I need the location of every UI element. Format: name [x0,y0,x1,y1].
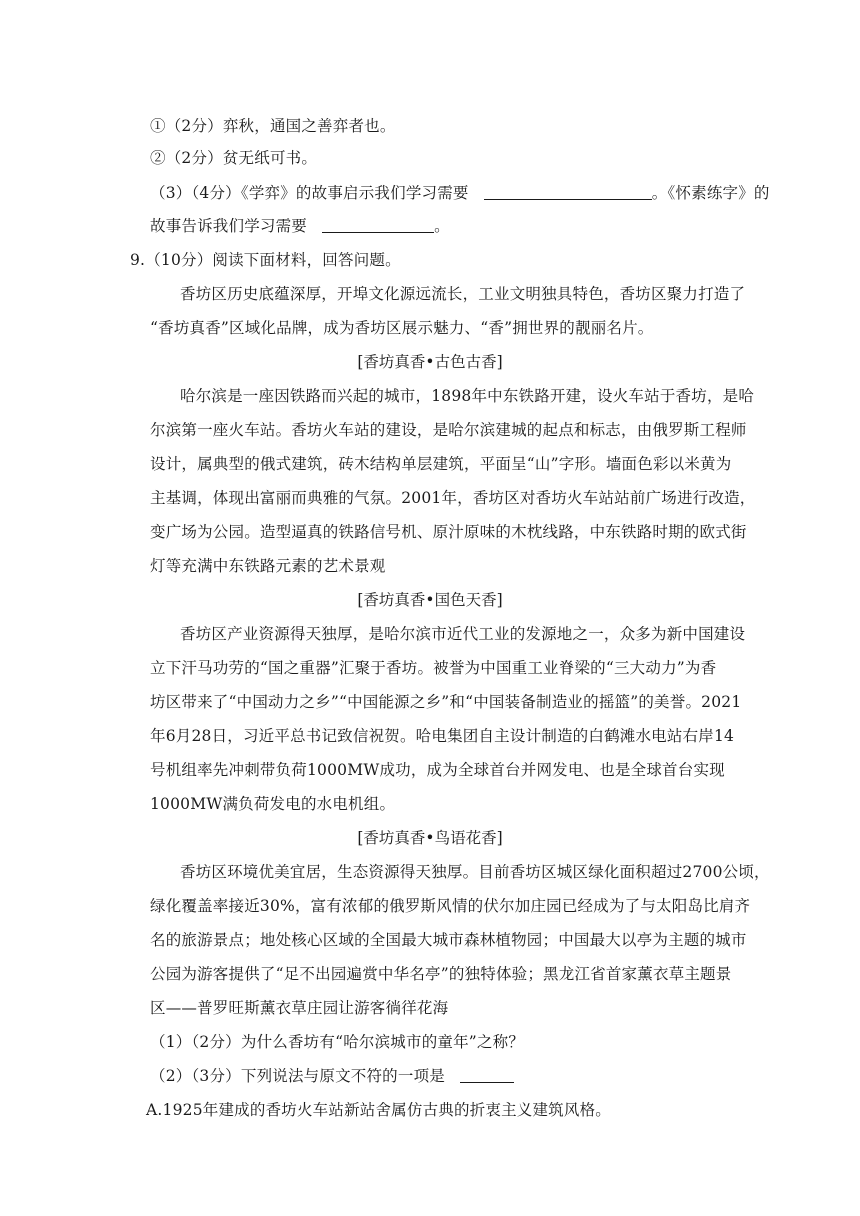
section2-line: 1000MW满负荷发电的水电机组。 [150,795,396,813]
section3-line: 名的旅游景点；地处核心区域的全国最大城市森林植物园；中国最大以亭为主题的城市 [150,931,747,949]
section-title-1: [香坊真香•古色古香] [357,353,503,371]
section3-line: 区——普罗旺斯薰衣草庄园让游客徜徉花海 [150,999,449,1017]
answer-blank-1[interactable] [484,183,652,200]
q9-option-a: A.1925年建成的香坊火车站新站舍属仿古典的折衷主义建筑风格。 [146,1101,611,1119]
section3-line: 香坊区环境优美宜居，生态资源得天独厚。目前香坊区城区绿化面积超过2700公顷， [180,863,770,881]
answer-blank-2[interactable] [322,216,434,233]
q9-heading: 9.（10分）阅读下面材料，回答问题。 [130,251,401,269]
section2-line: 号机组率先冲刺带负荷1000MW成功，成为全球首台并网发电、也是全球首台实现 [150,761,725,779]
section1-line: 灯等充满中东铁路元素的艺术景观 [150,557,386,575]
section1-line: 变广场为公园。造型逼真的铁路信号机、原汁原味的木枕线路，中东铁路时期的欧式街 [150,523,747,541]
q8-item-2: ②（2分）贫无纸可书。 [150,149,318,167]
section1-line: 主基调，体现出富丽而典雅的气氛。2001年，香坊区对香坊火车站站前广场进行改造， [150,489,756,507]
section-title-3: [香坊真香•鸟语花香] [357,829,503,847]
q9-intro-line: “香坊真香”区域化品牌，成为香坊区展示魅力、“香”拥世界的靓丽名片。 [150,319,654,337]
q9-sub1: （1）（2分）为什么香坊有“哈尔滨城市的童年”之称？ [150,1033,525,1051]
section1-line: 设计，属典型的俄式建筑，砖木结构单层建筑，平面呈“山”字形。墙面色彩以米黄为 [150,455,732,473]
section3-line: 绿化覆盖率接近30%，富有浓郁的俄罗斯风情的伏尔加庄园已经成为了与太阳岛比肩齐 [150,897,751,915]
section2-line: 坊区带来了“中国动力之乡”“中国能源之乡”和“中国装备制造业的摇篮”的美誉。2021 [150,693,742,711]
q8-sub3-text-4: 。 [434,217,450,235]
q8-item-1: ①（2分）弈秋，通国之善弈者也。 [150,117,396,135]
section-title-2: [香坊真香•国色天香] [357,591,503,609]
q8-sub3-text-1: （3）（4分）《学弈》的故事启示我们学习需要 [150,184,469,202]
q8-sub3-text-2: 。《怀素练字》的 [651,184,770,202]
section2-line: 香坊区产业资源得天独厚，是哈尔滨市近代工业的发源地之一，众多为新中国建设 [180,625,746,643]
section3-line: 公园为游客提供了“足不出园遍赏中华名亭”的独特体验；黑龙江省首家薰衣草主题景 [150,965,732,983]
answer-blank-3[interactable] [460,1066,514,1083]
q9-intro-line: 香坊区历史底蕴深厚，开埠文化源远流长，工业文明独具特色，香坊区聚力打造了 [180,285,746,303]
q9-sub2 [150,1064,514,1086]
section1-line: 哈尔滨是一座因铁路而兴起的城市，1898年中东铁路开建，设火车站于香坊，是哈 [180,387,755,405]
section2-line: 立下汗马功劳的“国之重器”汇聚于香坊。被誉为中国重工业脊梁的“三大动力”为香 [150,659,717,677]
q8-sub3-cont [150,214,450,236]
q9-sub2-text: （2）（3分）下列说法与原文不符的一项是 [150,1067,445,1085]
q8-sub3 [150,181,770,203]
section2-line: 年6月28日，习近平总书记致信祝贺。哈电集团自主设计制造的白鹤滩水电站右岸14 [150,727,735,745]
q8-sub3-text-3: 故事告诉我们学习需要 [150,217,308,235]
section1-line: 尔滨第一座火车站。香坊火车站的建设，是哈尔滨建城的起点和标志，由俄罗斯工程师 [150,421,747,439]
